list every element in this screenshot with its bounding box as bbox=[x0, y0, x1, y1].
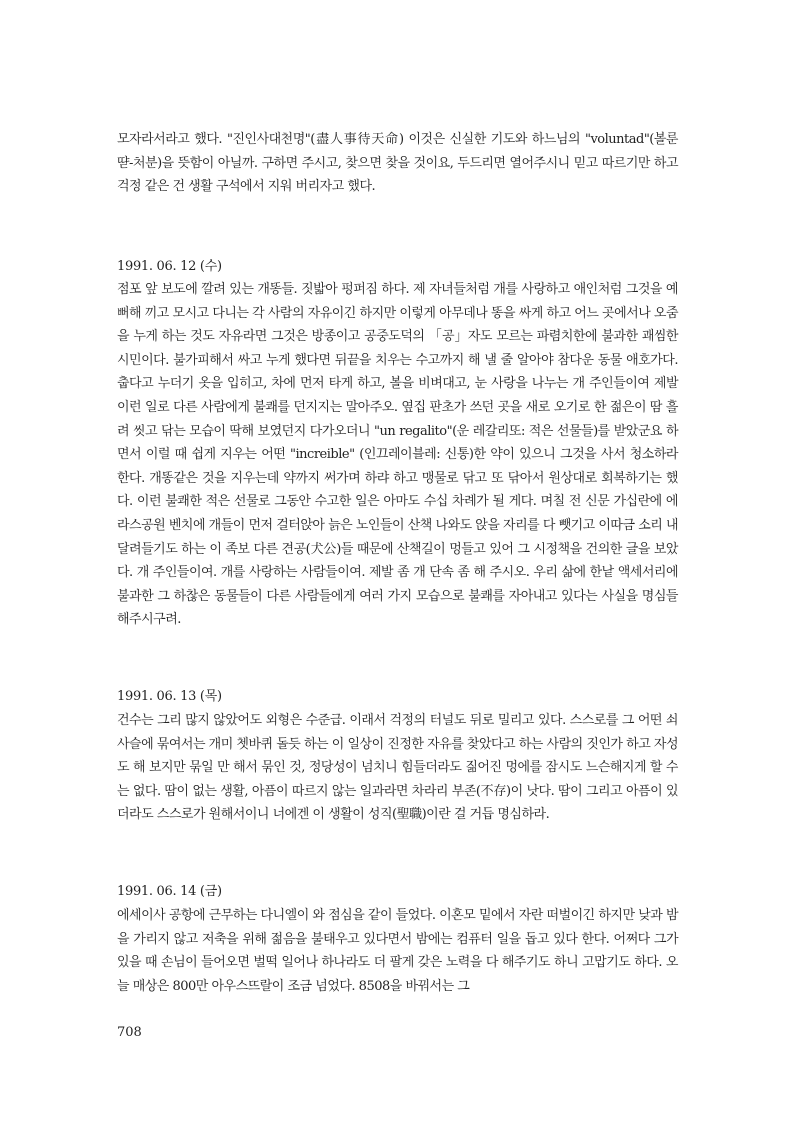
entry-paragraph-0614 bbox=[117, 904, 678, 998]
entry-date-0613: 1991. 06. 13 (목) bbox=[117, 689, 222, 704]
entry-text: 점포 앞 보도에 깔려 있는 개똥들. 짓밟아 펑퍼짐 하다. 제 자녀들처럼 개를 사랑하고 애인처럼 그것을 예뻐해 끼고 모시고 다니는 각 사람의 자유이긴 하지만 이렇게 아무데나 똥을 싸게 하고 어느 곳에서나 오줌을 누게 하는 것도 자유라면 그것은 방종이고 공중도덕의 「공」자도 모르는 파렴치한에 불과한 괘씸한 시민이다. 불가피해서 싸고 누게 했다면 뒤끝을 치우는 수고까지 해 낼 줄 알아야 참다운 동물 애호가다. 춥다고 누더기 옷을 입히고, 차에 먼저 타게 하고, 볼을 비벼대고, 눈 사랑을 나누는 개 주인들이여 제발 이런 일로 다른 사람에게 불쾌를 던지지는 말아주오. 옆집 판초가 쓰던 곳을 새로 오기로 한 젊은이 땀 흘려 씻고 닦는 모습이 딱해 보였던지 다가오더니 "un regalito"(운 레갈리또: 적은 선물들)를 받았군요 하면서 이럴 때 쉽게 지우는 어떤 "increible" (인끄레이블레: 신통)한 약이 있으니 그것을 사서 청소하라 한다. 개똥같은 것을 지우는데 약까지 써가며 하랴 하고 맹물로 닦고 또 닦아서 원상대로 회복하기는 했다. 이런 불쾌한 적은 선물로 그동안 수고한 일은 아마도 수십 차례가 될 게다. 며칠 전 신문 가십란에 에라스공원 벤치에 개들이 먼저 걸터앉아 늙은 노인들이 산책 나와도 앉을 자리를 다 뺏기고 이따금 소리 내 달려들기도 하는 이 족보 다른 견공(犬公)들 때문에 산책길이 멍들고 있어 그 시정책을 건의한 글을 보았다. 개 주인들이여. 개를 사랑하는 사람들이여. 제발 좀 개 단속 좀 해 주시오. 우리 삶에 한낱 액세서리에 불과한 그 하찮은 동물들이 다른 사람들에게 여러 가지 모습으로 불쾌를 자아내고 있다는 사실을 명심들 해주시구려. bbox=[117, 282, 678, 628]
intro-text: 모자라서라고 했다. "진인사대천명"(盡人事待天命) 이것은 신실한 기도와 하느님의 "voluntad"(볼룬 땯-처분)을 뜻함이 아닐까. 구하면 주시고, 찾으면 찾을 것이요, 두드리면 열어주시니 믿고 따르기만 하고 걱정 같은 건 생활 구석에서 지워 버리자고 했다. bbox=[117, 132, 678, 195]
entry-paragraph-0612 bbox=[117, 278, 678, 632]
entry-date-0614: 1991. 06. 14 (금) bbox=[117, 884, 222, 899]
entry-date-0612: 1991. 06. 12 (수) bbox=[117, 259, 222, 274]
page-number: 708 bbox=[117, 1025, 142, 1040]
entry-text: 에세이사 공항에 근무하는 다니엘이 와 점심을 같이 들었다. 이혼모 밑에서 자란 떠벌이긴 하지만 낮과 밤을 가리지 않고 저축을 위해 젊음을 불태우고 있다면서 밤에는 컴퓨터 일을 돕고 있다 한다. 어쩌다 그가 있을 때 손님이 들어오면 벌떡 일어나 하나라도 더 팔게 갖은 노력을 다 해주기도 하니 고맙기도 하다. 오늘 매상은 800만 아우스뜨랄이 조금 넘었다. 8508을 바꿔서는 그 bbox=[117, 908, 678, 994]
intro-paragraph bbox=[117, 128, 678, 199]
entry-paragraph-0613 bbox=[117, 709, 678, 827]
entry-text: 건수는 그리 많지 않았어도 외형은 수준급. 이래서 걱정의 터널도 뒤로 밀리고 있다. 스스로를 그 어떤 쇠사슬에 묶여서는 개미 쳇바퀴 돌듯 하는 이 일상이 진정한 자유를 찾았다고 하는 사람의 짓인가 하고 자성도 해 보지만 묶일 만 해서 묶인 것, 정당성이 넘치니 힘들더라도 짊어진 멍에를 잠시도 느슨해지게 할 수는 없다. 땀이 없는 생활, 아픔이 따르지 않는 일과라면 차라리 부존(不存)이 낫다. 땀이 그리고 아픔이 있더라도 스스로가 원해서이니 너에겐 이 생활이 성직(聖職)이란 걸 거듭 명심하라. bbox=[117, 713, 678, 823]
